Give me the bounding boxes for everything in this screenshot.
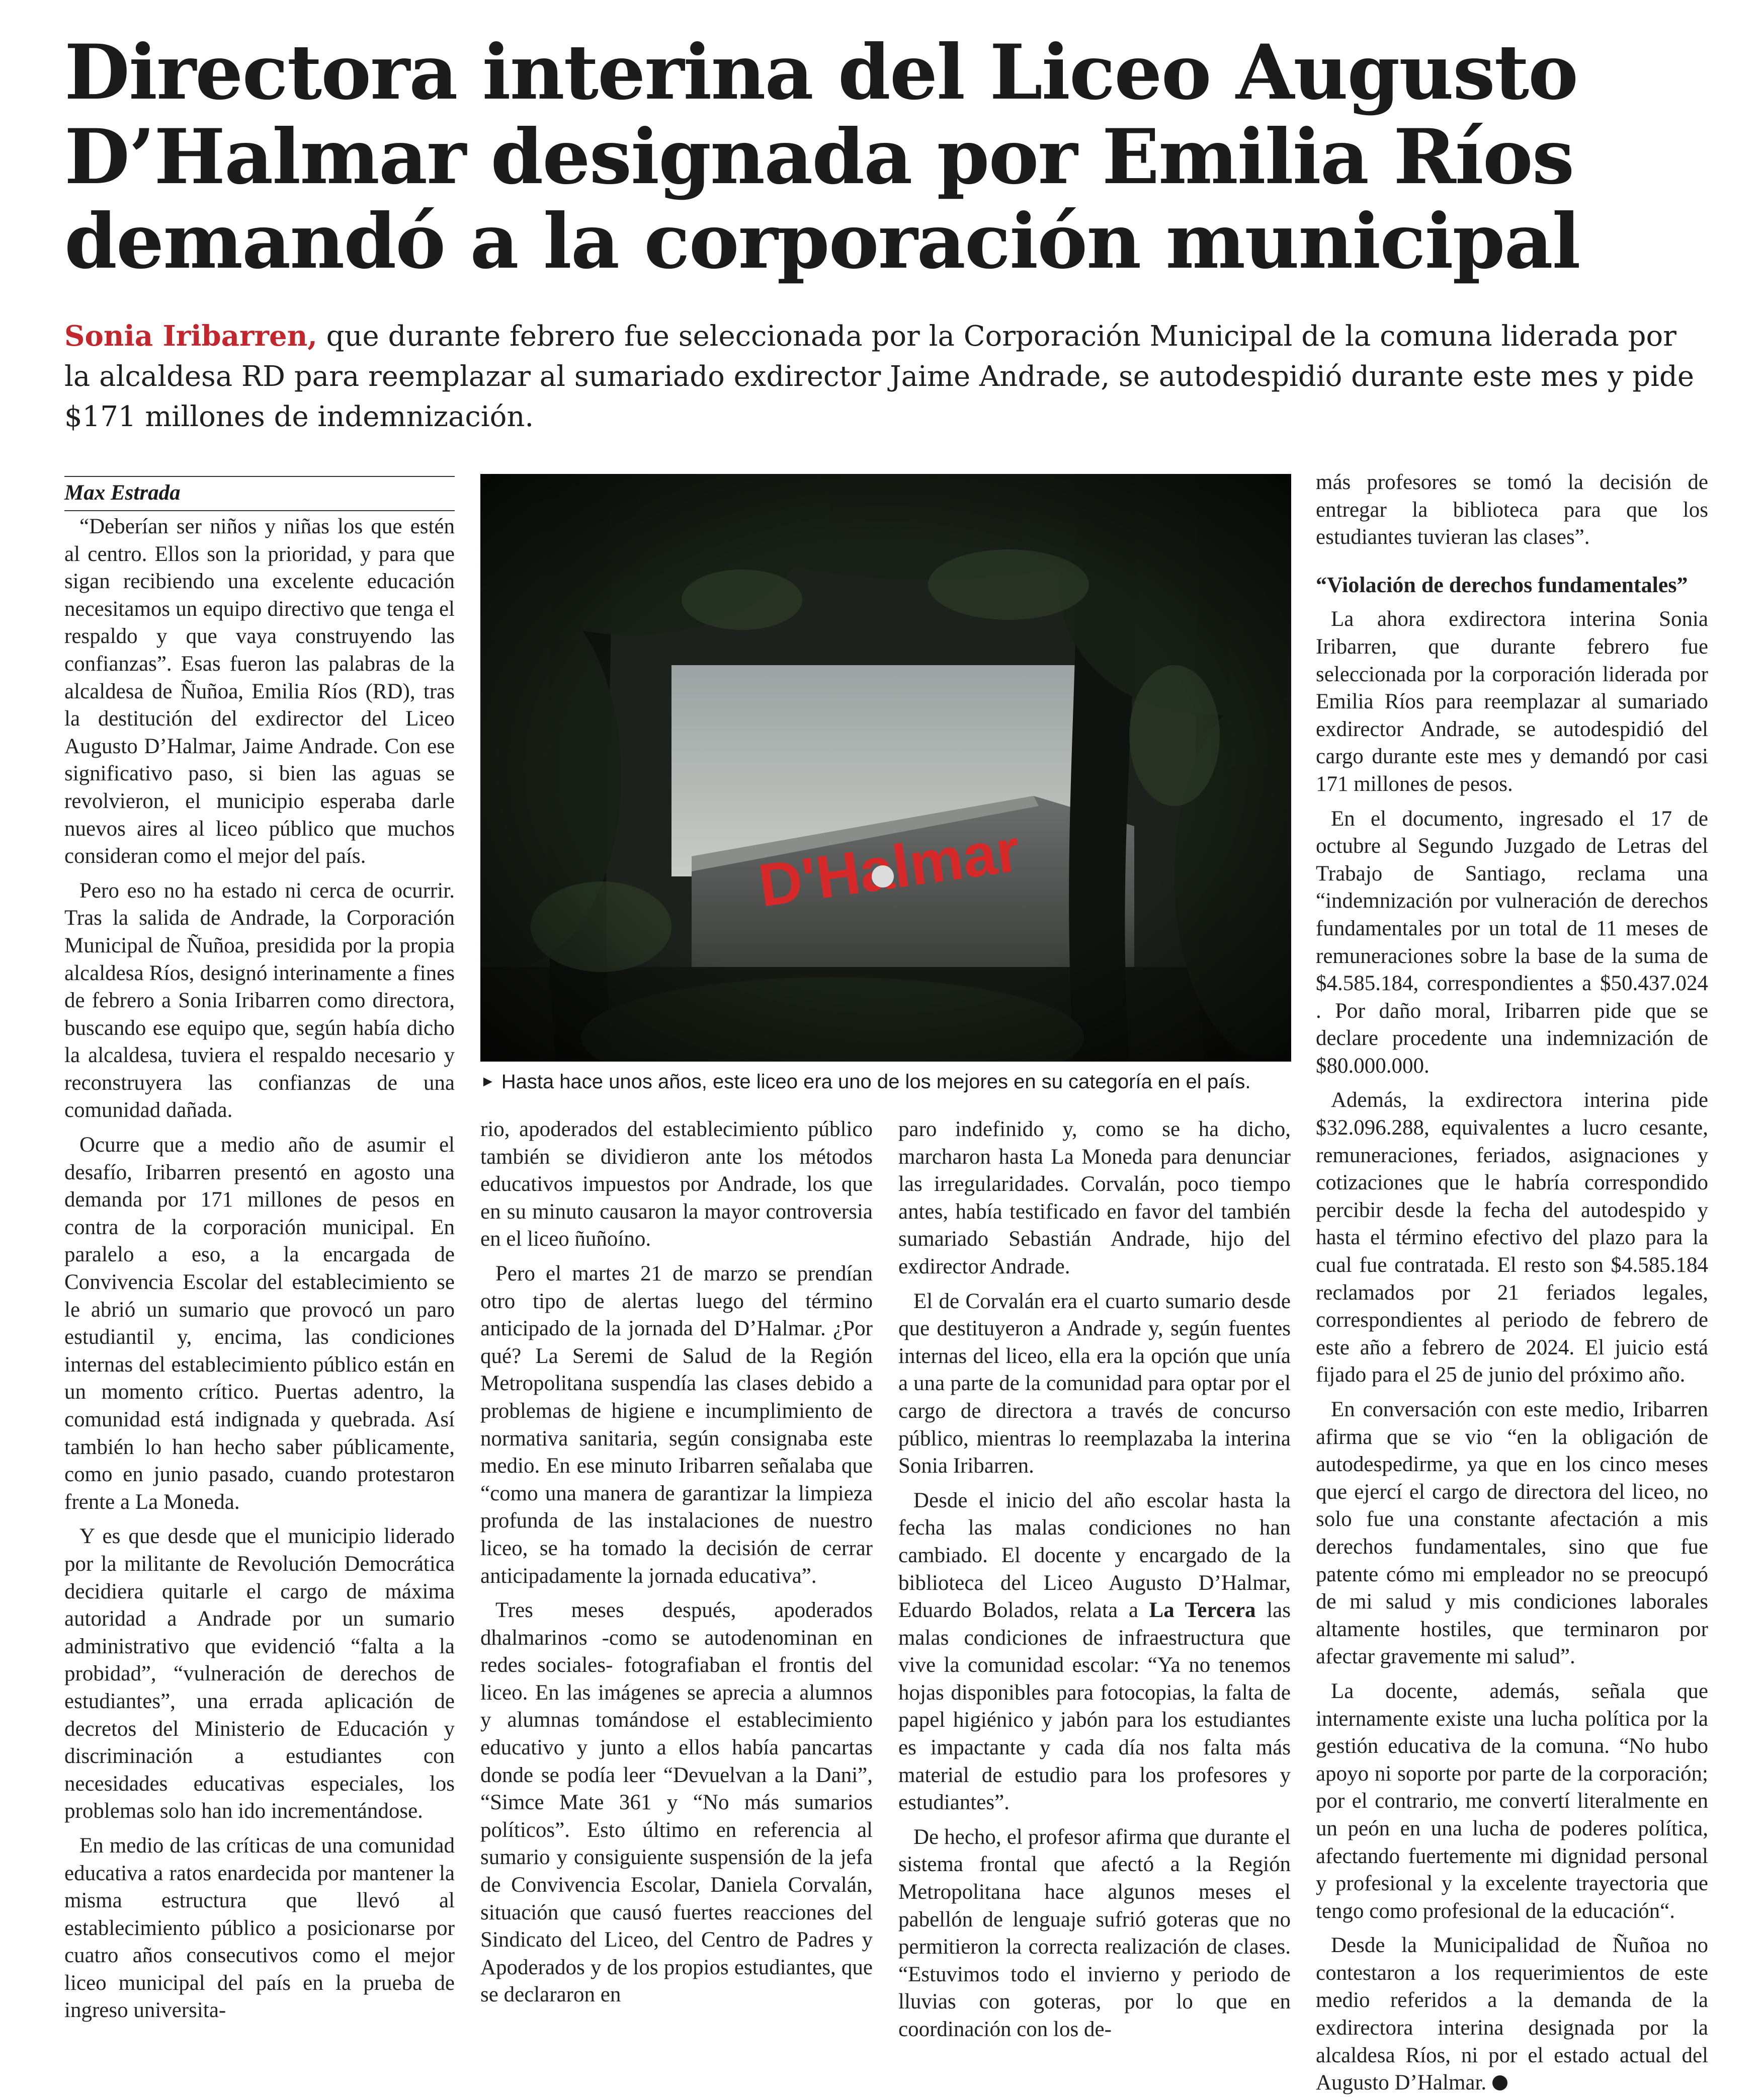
paragraph: La ahora exdirectora interina Sonia Iribarren, que durante febrero fue seleccionada por la corporación liderada por Emilia Ríos para reemplazar al sumariado exdirector Andrade, se autodespidió del cargo durante este mes y demandó por casi 171 millones de pesos. <box>1316 607 1708 796</box>
paragraph: En el documento, ingresado el 17 de octubre al Segundo Juzgado de Letras del Trabajo de Santiago, reclama una “indemnización por vulneración de derechos fundamentales por un total de 11 meses de remuneraciones sobre la base de la suma de $4.585.184, correspondientes a $50.437.024 . Por daño moral, Iribarren pide que se declare procedente una indemnización de $80.000.000. <box>1316 806 1708 1078</box>
deck-summary <box>64 316 1704 437</box>
paragraph: Pero eso no ha estado ni cerca de ocurrir. Tras la salida de Andrade, la Corporación Municipal de Ñuñoa, presidida por la propia alcaldesa Ríos, designó interinamente a fines de febrero a Sonia Iribarren como directora, buscando ese equipo que, según había dicho la alcaldesa, tuviera el respaldo necesario y reconstruyera las confianzas de una comunidad dañada. <box>64 878 455 1122</box>
caption-text: Hasta hace unos años, este liceo era uno de los mejores en su categoría en el país. <box>501 1071 1251 1093</box>
byline: Max Estrada <box>64 479 455 511</box>
paragraph-text: las malas condiciones de infraestructura que vive la comunidad escolar: “Ya no tenemos hojas disponibles para fotocopias, la falta de papel higiénico y jabón para los estudiantes es impactante y cada día nos falta más material de estudio para los profesores y estudiantes”. <box>898 1598 1291 1815</box>
section-subhead: “Violación de derechos fundamentales” <box>1316 572 1688 597</box>
deck-text: que durante febrero fue seleccionada por la Corporación Municipal de la comuna liderada por la alcaldesa RD para reemplazar al sumariado exdirector Jaime Andrade, se autodespidió durante este mes y pide $171 millones de indemnización. <box>64 320 1695 433</box>
end-of-article-icon <box>1492 2075 1507 2090</box>
article-photo <box>480 474 1291 1062</box>
paragraph <box>1316 1932 1708 2097</box>
paragraph: Tres meses después, apoderados dhalmarinos -como se autodenominan en redes sociales- fotografiaban el frontis del liceo. En las imágenes se aprecia a alumnos y alumnas tomándose el establecimiento educativo y junto a ellos había pancartas donde se podía leer “Devuelvan a la Dani”, “Simce Mate 361 y “No más sumarios políticos”. Esto último en referencia al sumario y consiguiente suspensión de la jefa de Convivencia Escolar, Daniela Corvalán, situación que causó fuertes reacciones del Sindicato del Liceo, del Centro de Padres y Apoderados y de los propios estudiantes, que se declararon en <box>480 1598 873 2007</box>
newspaper-brand: La Tercera <box>1149 1598 1256 1623</box>
body-column-3 <box>898 1116 1291 2044</box>
paragraph-text: Desde la Municipalidad de Ñuñoa no contestaron a los requerimientos de este medio referidos a la demanda de la exdirectora interina designada por la alcaldesa Ríos, ni por el estado actual del Augusto D’Halmar. <box>1316 1933 1708 2095</box>
paragraph: Ocurre que a medio año de asumir el desafío, Iribarren presentó en agosto una demanda por 171 millones de pesos en contra de la corporación municipal. En paralelo a eso, a la encargada de Convivencia Escolar del establecimiento se le abrió un sumario que provocó un paro estudiantil y, encima, las condiciones internas del establecimiento público están en un momento crítico. Puertas adentro, la comunidad está indignada y quebrada. Así también lo han hecho saber públicamente, como en junio pasado, cuando protestaron frente a La Moneda. <box>64 1133 455 1514</box>
paragraph: En medio de las críticas de una comunidad educativa a ratos enardecida por mantener la misma estructura que llevó al establecimiento público a posicionarse por cuatro años consecutivos como el mejor liceo municipal del país en la prueba de ingreso universita- <box>64 1833 455 2023</box>
deck-highlight-name: Sonia Iribarren, <box>64 319 317 353</box>
paragraph: Y es que desde que el municipio liderado por la militante de Revolución Democrática decidiera quitarle el cargo de máxima autoridad a Andrade por un sumario administrativo que evidenció “falta a la probidad”, “vulneración de derechos de estudiantes”, una errada aplicación de decretos del Ministerio de Educación y discriminación a estudiantes con necesidades educativas especiales, los problemas solo han ido incrementándose. <box>64 1524 455 1823</box>
paragraph: De hecho, el profesor afirma que durante el sistema frontal que afectó a la Región Metropolitana hace algunos meses el pabellón de lenguaje sufrió goteras que no permitieron la correcta realización de clases. “Estuvimos todo el invierno y periodo de lluvias con goteras, por lo que en coordinación con los de- <box>898 1825 1291 2041</box>
paragraph: Pero el martes 21 de marzo se prendían otro tipo de alertas luego del término anticipado de la jornada del D’Halmar. ¿Por qué? La Seremi de Salud de la Región Metropolitana suspendía las clases debido a problemas de higiene e incumplimiento de normativa sanitaria, según consignaba este medio. En ese minuto Iribarren señalaba que “como una manera de garantizar la limpieza profunda de las instalaciones de nuestro liceo, se ha tomado la decisión de cerrar anticipadamente la jornada educativa”. <box>480 1261 873 1588</box>
paragraph: En conversación con este medio, Iribarren afirma que se vio “en la obligación de autodespedirme, ya que en los cinco meses que ejercí el cargo de directora del liceo, no solo fue una constante afectación a mis derechos fundamentales, sino que fue patente cómo mi empleador no se preocupó de mi salud y mis condiciones laborales altamente hostiles, que terminaron por afectar gravemente mi salud”. <box>1316 1398 1708 1669</box>
paragraph: La docente, además, señala que internamente existe una lucha política por la gestión educativa de la comuna. “No hubo apoyo ni soporte por parte de la corporación; por el contrario, me convertí literalmente en un peón en una lucha de poderes política, afectando fuertemente mi dignidad personal y profesional y la excelente trayectoria que tengo como profesional de la educación“. <box>1316 1679 1708 1923</box>
paragraph: El de Corvalán era el cuarto sumario desde que destituyeron a Andrade y, según fuentes internas del liceo, ella era la opción que unía a una parte de la comunidad para optar por el cargo de directora a través de concurso público, mientras lo reemplazaba la interina Sonia Iribarren. <box>898 1289 1291 1478</box>
body-column-4 <box>1316 469 1708 2097</box>
headline <box>64 30 1714 284</box>
paragraph: más profesores se tomó la decisión de entregar la biblioteca para que los estudiantes tuvieran las clases”. <box>1316 470 1708 549</box>
paragraph: “Deberían ser niños y niñas los que estén al centro. Ellos son la prioridad, y para que sigan recibiendo una excelente educación necesitamos un equipo directivo que tenga el respaldo y que vaya construyendo las confianzas”. Esas fueron las palabras de la alcaldesa de Ñuñoa, Emilia Ríos (RD), tras la destitución del exdirector del Liceo Augusto D’Halmar, Jaime Andrade. Con ese significativo paso, si bien las aguas se revolvieron, el municipio esperaba darle nuevos aires al liceo público que muchos consideran como el mejor del país. <box>64 515 455 868</box>
headline-line-3: demandó a la corporación municipal <box>64 197 1580 286</box>
body-column-2 <box>480 1116 873 2009</box>
photo-illustration <box>480 474 1291 1062</box>
body-column-1 <box>64 513 455 2025</box>
paragraph: paro indefinido y, como se ha dicho, marcharon hasta La Moneda para denunciar las irregularidades. Corvalán, poco tiempo antes, había testificado en favor del también sumariado Sebastián Andrade, hijo del exdirector Andrade. <box>898 1117 1291 1278</box>
paragraph <box>898 1487 1291 1817</box>
paragraph-text: Desde el inicio del año escolar hasta la fecha las malas condiciones no han cambiado. El docente y encargado de la biblioteca del Liceo Augusto D’Halmar, Eduardo Bolados, relata a <box>898 1488 1291 1623</box>
paragraph: Además, la exdirectora interina pide $32.096.288, equivalentes a lucro cesante, remuneraciones, feriados, asignaciones y cotizaciones que le habría correspondido percibir desde la fecha del autodespido y hasta el término efectivo del plazo para la cual fue contratada. El resto son $4.585.184 reclamados por 21 feriados legales, correspondientes al periodo de febrero de este año a febrero de 2024. El juicio está fijado para el 25 de junio del próximo año. <box>1316 1088 1708 1387</box>
paragraph: rio, apoderados del establecimiento público también se dividieron ante los métodos educativos impuestos por Andrade, los que en su minuto causaron la mayor controversia en el liceo ñuñoíno. <box>480 1117 873 1251</box>
headline-line-2: D’Halmar designada por Emilia Ríos <box>64 113 1574 201</box>
caption-arrow-icon: ► <box>480 1073 495 1090</box>
headline-line-1: Directora interina del Liceo Augusto <box>64 28 1578 117</box>
photo-caption <box>480 1069 1291 1095</box>
byline-rule <box>64 476 455 477</box>
